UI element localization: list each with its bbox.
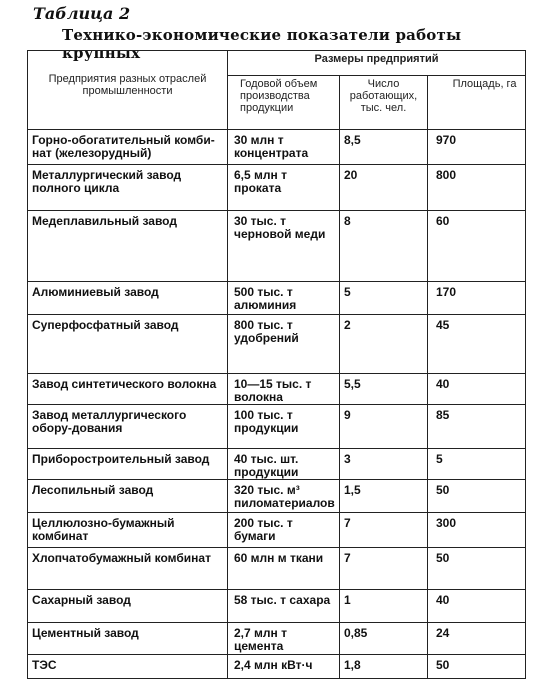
cell-enterprise: Завод металлургического обору-дования [28,405,228,449]
table-row [28,623,526,655]
cell-area: 170 [428,282,526,315]
table-row [28,513,526,548]
cell-workers: 7 [340,548,428,590]
cell-volume: 800 тыс. т удобрений [228,315,340,374]
cell-enterprise: Металлургический завод полного цикла [28,165,228,211]
cell-area: 40 [428,374,526,405]
table-row [28,655,526,679]
header-area: Площадь, га [428,76,526,130]
table-row [28,130,526,165]
cell-workers: 1 [340,590,428,623]
cell-area: 50 [428,548,526,590]
cell-workers: 1,5 [340,480,428,513]
cell-area: 970 [428,130,526,165]
cell-volume: 100 тыс. т продукции [228,405,340,449]
cell-enterprise: Цементный завод [28,623,228,655]
table-row [28,374,526,405]
header-size-group: Размеры предприятий [228,51,526,76]
cell-workers: 9 [340,405,428,449]
cell-enterprise: Медеплавильный завод [28,211,228,282]
table-row [28,590,526,623]
header-volume: Годовой объем производства продукции [228,76,340,130]
cell-area: 5 [428,449,526,480]
cell-area: 50 [428,480,526,513]
cell-volume: 2,4 млн кВт·ч [228,655,340,679]
cell-volume: 2,7 млн т цемента [228,623,340,655]
cell-workers: 3 [340,449,428,480]
table-caption: Таблица 2 [33,4,131,23]
cell-enterprise: ТЭС [28,655,228,679]
table-row [28,548,526,590]
table-row [28,449,526,480]
cell-area: 45 [428,315,526,374]
indicators-table [27,50,526,679]
cell-workers: 5,5 [340,374,428,405]
header-enterprise: Предприятия разных отраслей промышленности [28,51,228,130]
cell-enterprise: Завод синтетического волокна [28,374,228,405]
cell-enterprise: Целлюлозно-бумажный комбинат [28,513,228,548]
cell-enterprise: Сахарный завод [28,590,228,623]
table-row [28,315,526,374]
table-row [28,211,526,282]
cell-enterprise: Хлопчатобумажный комбинат [28,548,228,590]
cell-enterprise: Лесопильный завод [28,480,228,513]
cell-workers: 2 [340,315,428,374]
cell-workers: 0,85 [340,623,428,655]
cell-volume: 200 тыс. т бумаги [228,513,340,548]
cell-volume: 30 млн т концентрата [228,130,340,165]
cell-workers: 20 [340,165,428,211]
cell-volume: 40 тыс. шт. продукции [228,449,340,480]
cell-enterprise: Горно-обогатительный комби-нат (железорудный) [28,130,228,165]
table-row [28,480,526,513]
cell-volume: 58 тыс. т сахара [228,590,340,623]
cell-volume-text: 320 тыс. м³ пиломатериалов [234,483,335,510]
table-row [28,405,526,449]
cell-enterprise: Приборостроительный завод [28,449,228,480]
cell-area: 300 [428,513,526,548]
header-workers: Число работающих, тыс. чел. [340,76,428,130]
cell-volume: 60 млн м ткани [228,548,340,590]
cell-volume [228,480,340,513]
cell-workers: 8 [340,211,428,282]
cell-workers: 7 [340,513,428,548]
table-row [28,165,526,211]
cell-volume: 6,5 млн т проката [228,165,340,211]
cell-volume: 10—15 тыс. т волокна [228,374,340,405]
cell-workers: 5 [340,282,428,315]
cell-area: 50 [428,655,526,679]
cell-volume: 30 тыс. т черновой меди [228,211,340,282]
cell-area: 24 [428,623,526,655]
cell-enterprise: Суперфосфатный завод [28,315,228,374]
cell-area: 60 [428,211,526,282]
cell-enterprise: Алюминиевый завод [28,282,228,315]
cell-workers: 8,5 [340,130,428,165]
cell-volume: 500 тыс. т алюминия [228,282,340,315]
cell-area: 40 [428,590,526,623]
cell-area: 800 [428,165,526,211]
table-row [28,282,526,315]
table-title: Технико-экономические показатели работы крупных [62,26,462,62]
cell-workers: 1,8 [340,655,428,679]
cell-area: 85 [428,405,526,449]
